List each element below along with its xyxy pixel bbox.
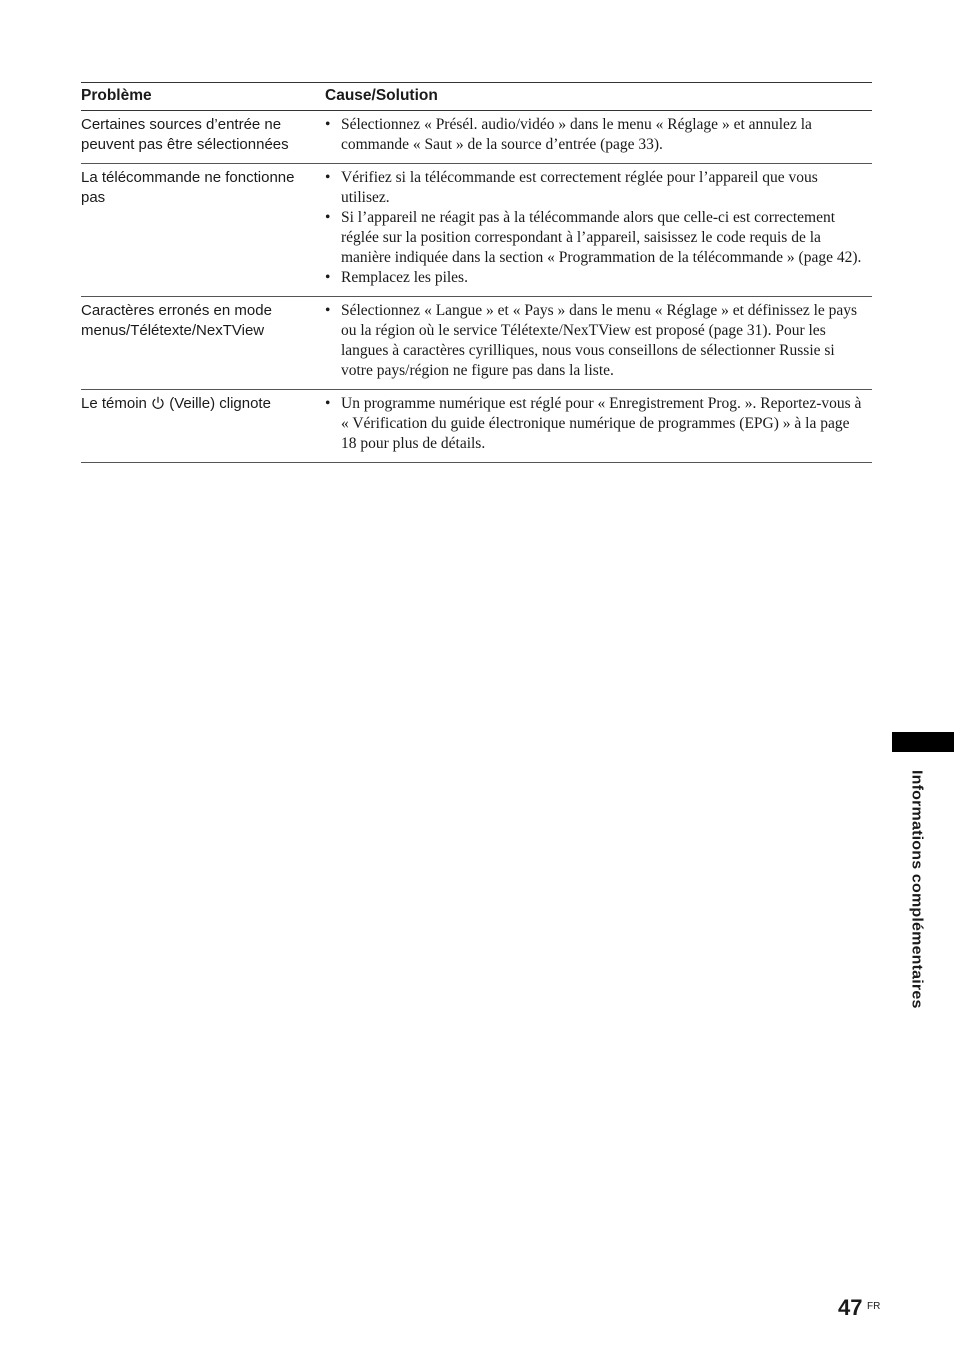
solution-item <box>325 168 864 208</box>
solution-text: Sélectionnez « Présél. audio/vidéo » dans le menu « Réglage » et annulez la commande « Saut » de la source d’entrée (page 33). <box>341 116 812 153</box>
problem-cell <box>81 390 325 463</box>
bullet: • <box>325 269 331 286</box>
solution-cell <box>325 297 872 390</box>
bullet: • <box>325 302 331 319</box>
solution-cell <box>325 111 872 164</box>
solution-list <box>325 301 864 381</box>
solution-item <box>325 268 864 288</box>
table-row <box>81 164 872 297</box>
problem-cell: La télécommande ne fonctionne pas <box>81 164 325 297</box>
problem-text-before: Le témoin <box>81 395 147 412</box>
header-solution: Cause/Solution <box>325 83 872 111</box>
bullet: • <box>325 395 331 412</box>
solution-text: Remplacez les piles. <box>341 269 468 286</box>
bullet: • <box>325 116 331 133</box>
bullet: • <box>325 209 331 226</box>
section-side-label: Informations complémentaires <box>908 770 924 1009</box>
solution-item <box>325 394 864 454</box>
solution-text: Sélectionnez « Langue » et « Pays » dans le menu « Réglage » et définissez le pays ou la région où le service Télétexte/NexTView est proposé (page 31). Pour les langues à caractères cyrilliques, nous vous conseillons de sélectionner Russie si votre pays/région ne figure pas dans la liste. <box>341 302 858 379</box>
power-standby-icon <box>151 396 165 410</box>
solution-item <box>325 208 864 268</box>
solution-list <box>325 115 864 155</box>
page-language: FR <box>867 1301 881 1312</box>
solution-text: Vérifiez si la télécommande est correctement réglée pour l’appareil que vous utilisez. <box>341 169 818 206</box>
solution-list <box>325 394 864 454</box>
solution-cell <box>325 390 872 463</box>
table-header-row <box>81 83 872 111</box>
solution-cell <box>325 164 872 297</box>
table-row <box>81 111 872 164</box>
problem-text-after: (Veille) clignote <box>169 395 271 412</box>
solution-text: Un programme numérique est réglé pour « Enregistrement Prog. ». Reportez-vous à « Vérification du guide électronique numérique de programmes (EPG) » à la page 18 pour plus de détails. <box>341 395 862 452</box>
table-row <box>81 297 872 390</box>
bullet: • <box>325 169 331 186</box>
header-problem: Problème <box>81 83 325 111</box>
problem-cell: Certaines sources d’entrée ne peuvent pas être sélectionnées <box>81 111 325 164</box>
solution-list <box>325 168 864 288</box>
section-tab-marker <box>892 732 954 752</box>
solution-item <box>325 115 864 155</box>
page-number: 47 <box>838 1295 863 1320</box>
problem-cell: Caractères erronés en mode menus/Télétexte/NexTView <box>81 297 325 390</box>
troubleshooting-table <box>81 82 872 463</box>
solution-text: Si l’appareil ne réagit pas à la télécommande alors que celle-ci est correctement réglée sur la position correspondant à l’appareil, saisissez le code requis de la manière indiquée dans la section « Programmation de la télécommande » (page 42). <box>341 209 862 266</box>
table-row <box>81 390 872 463</box>
solution-item <box>325 301 864 381</box>
